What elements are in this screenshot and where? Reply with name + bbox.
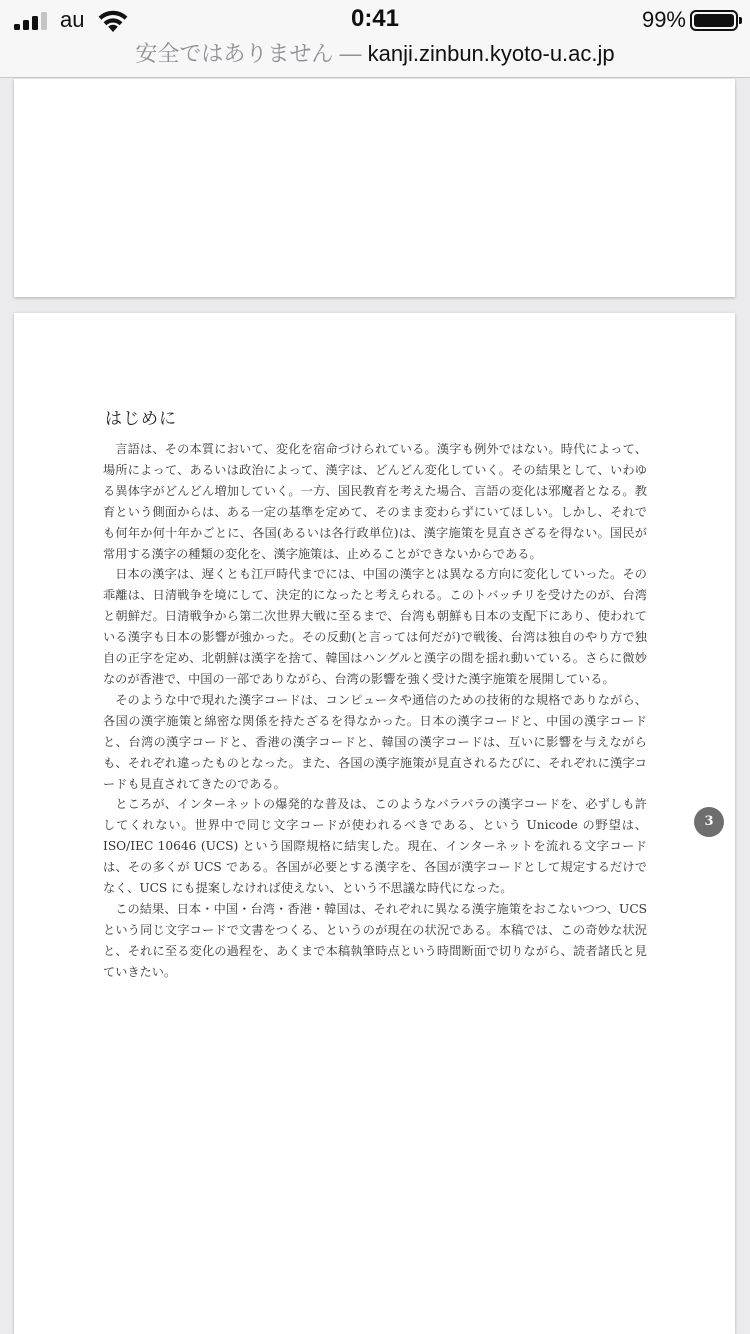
paragraph: 言語は、その本質において、変化を宿命づけられている。漢字も例外ではない。時代によって、場所によって、あるいは政治によって、漢字は、どんどん変化していく。その結果として、いわゆる異体字がどんどん増加していく。一方、国民教育を考えた場合、言語の変化は邪魔者となる。教育という側面からは、ある一定の基準を定めて、そのまま変わらずにいてほしい。しかし、それでも何年か何十年かごとに、各国(あるいは各行政単位)は、漢字施策を見直さざるを得ない。国民が常用する漢字の種類の変化を、漢字施策は、止めることができないからである。: [103, 442, 647, 561]
pdf-page-previous: [14, 79, 735, 297]
pdf-page: [14, 313, 735, 1334]
page-number-badge: 3: [694, 807, 724, 837]
status-bar: [0, 0, 750, 40]
paragraph: 日本の漢字は、遅くとも江戸時代までには、中国の漢字とは異なる方向に変化していった。その乖離は、日清戦争を境にして、決定的になったと考えられる。このトバッチリを受けたのが、台湾と朝鮮だ。日清戦争から第二次世界大戦に至るまで、台湾も朝鮮も日本の支配下にあり、使われている漢字も日本の影響が強かった。その反動(と言っては何だが)で戦後、台湾は独自のやり方で独自の正字を定め、北朝鮮は漢字を捨て、韓国はハングルと漢字の間を揺れ動いている。さらに微妙なのが香港で、中国の一部でありながら、台湾の影響を強く受けた漢字施策を展開している。: [103, 567, 647, 686]
address-bar[interactable]: [0, 40, 750, 78]
security-warning: 安全ではありません: [135, 41, 334, 66]
section-title: はじめに: [105, 409, 177, 429]
url-separator: —: [339, 41, 362, 66]
paragraph: そのような中で現れた漢字コードは、コンピュータや通信のための技術的な規格でありながら、各国の漢字施策と綿密な関係を持たざるを得なかった。日本の漢字コードと、中国の漢字コードと、台湾の漢字コードと、香港の漢字コードと、韓国の漢字コードは、互いに影響を与えながらも、それぞれ違ったものとなった。また、各国の漢字施策が見直されるたびに、それぞれに漢字コードも見直されてきたのである。: [103, 692, 647, 791]
paragraph: この結果、日本・中国・台湾・香港・韓国は、それぞれに異なる漢字施策をおこないつつ、UCS という同じ文字コードで文書をつくる、というのが現在の状況である。本稿では、この奇妙な状況と、それに至る変化の過程を、あくまで本稿執筆時点という時間断面で切りながら、読者諸氏と見ていきたい。: [103, 901, 647, 979]
carrier-label: au: [60, 7, 85, 32]
url-domain: kanji.zinbun.kyoto-u.ac.jp: [367, 41, 615, 66]
paragraph: ところが、インターネットの爆発的な普及は、このようなバラバラの漢字コードを、必ずしも許してくれない。世界中で同じ文字コードが使われるべきである、という Unicode の野望は、ISO/IEC 10646 (UCS) という国際規格に結実した。現在、インターネットを流れる文字コードは、その多くが UCS である。各国が必要とする漢字を、各国が漢字コードとして規定するだけでなく、UCS にも提案しなければ使えない、という不思議な時代になった。: [103, 797, 647, 896]
document-body: [103, 439, 647, 983]
battery-icon: [690, 10, 738, 31]
clock: 0:41: [350, 5, 400, 32]
battery-percentage: 99%: [641, 7, 686, 32]
